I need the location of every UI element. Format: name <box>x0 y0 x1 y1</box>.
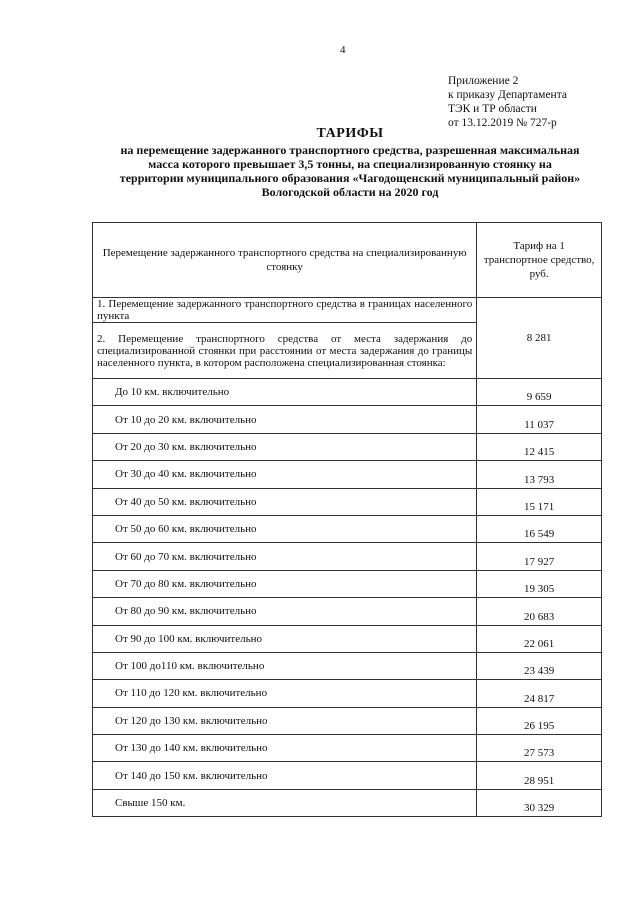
page-number: 4 <box>340 44 346 56</box>
tariff-value: 26 195 <box>477 707 602 734</box>
tariff-value: 19 305 <box>477 570 602 597</box>
appendix-line: ТЭК и ТР области <box>448 103 537 115</box>
distance-label: От 30 до 40 км. включительно <box>93 461 477 488</box>
distance-label: От 130 до 140 км. включительно <box>93 735 477 762</box>
distance-label: От 110 до 120 км. включительно <box>93 680 477 707</box>
table-row <box>93 488 602 515</box>
heading-line: территории муниципального образования «Чагодощенский муниципальный район» <box>119 171 581 185</box>
table-row <box>93 406 602 433</box>
appendix-line: Приложение 2 <box>448 75 519 87</box>
distance-label: Свыше 150 км. <box>93 789 477 816</box>
distance-label: От 90 до 100 км. включительно <box>93 625 477 652</box>
distance-label: От 10 до 20 км. включительно <box>93 406 477 433</box>
heading-line: на перемещение задержанного транспортного средства, разрешенная максимальная <box>120 143 580 157</box>
distance-label: От 120 до 130 км. включительно <box>93 707 477 734</box>
tariff-value: 12 415 <box>477 433 602 460</box>
tariff-value: 13 793 <box>477 461 602 488</box>
tariff-value: 17 927 <box>477 543 602 570</box>
table-row <box>93 625 602 652</box>
tariff-value: 11 037 <box>477 406 602 433</box>
header-cell-description: Перемещение задержанного транспортного средства на специализированную стоянку <box>93 223 477 298</box>
table-row <box>93 598 602 625</box>
table-row <box>93 735 602 762</box>
distance-label: От 80 до 90 км. включительно <box>93 598 477 625</box>
tariff-value: 15 171 <box>477 488 602 515</box>
distance-label: От 60 до 70 км. включительно <box>93 543 477 570</box>
table-row <box>93 570 602 597</box>
header-cell-tariff: Тариф на 1 транспортное средство, руб. <box>477 223 602 298</box>
distance-label: От 40 до 50 км. включительно <box>93 488 477 515</box>
table-row <box>93 433 602 460</box>
tariff-value: 28 951 <box>477 762 602 789</box>
distance-label: От 70 до 80 км. включительно <box>93 570 477 597</box>
section-1-value: 8 281 <box>477 298 602 379</box>
distance-label: От 50 до 60 км. включительно <box>93 515 477 542</box>
appendix-line: к приказу Департамента <box>448 89 567 101</box>
tariff-table <box>92 222 602 817</box>
table-row <box>93 707 602 734</box>
tariff-value: 24 817 <box>477 680 602 707</box>
heading-line: Вологодской области на 2020 год <box>261 185 439 199</box>
table-row-section-1 <box>93 298 602 323</box>
heading-line: масса которого превышает 3,5 тонны, на специализированную стоянку на <box>148 157 552 171</box>
distance-label: От 20 до 30 км. включительно <box>93 433 477 460</box>
tariff-value: 9 659 <box>477 379 602 406</box>
table-row <box>93 461 602 488</box>
tariff-value: 30 329 <box>477 789 602 816</box>
tariff-value: 22 061 <box>477 625 602 652</box>
table-row <box>93 680 602 707</box>
document-title: ТАРИФЫ <box>316 126 384 141</box>
table-row <box>93 515 602 542</box>
document-heading <box>90 126 610 199</box>
table-header-row <box>93 223 602 298</box>
appendix-block <box>448 74 567 130</box>
distance-label: От 100 до110 км. включительно <box>93 652 477 679</box>
table-row <box>93 789 602 816</box>
section-2-text: 2. Перемещение транспортного средства от места задержания до специализированной стоянки при расстоянии от места задержания до границы населенного пункта, в котором расположена специализированная стоянка: <box>93 323 477 379</box>
table-row <box>93 379 602 406</box>
distance-label: От 140 до 150 км. включительно <box>93 762 477 789</box>
tariff-value: 16 549 <box>477 515 602 542</box>
tariff-value: 23 439 <box>477 652 602 679</box>
table-row <box>93 762 602 789</box>
table-row <box>93 543 602 570</box>
section-1-text: 1. Перемещение задержанного транспортного средства в границах населенного пункта <box>93 298 477 323</box>
table-row <box>93 652 602 679</box>
tariff-value: 27 573 <box>477 735 602 762</box>
appendix-line: от 13.12.2019 № 727-р <box>448 117 557 129</box>
tariff-value: 20 683 <box>477 598 602 625</box>
distance-label: До 10 км. включительно <box>93 379 477 406</box>
